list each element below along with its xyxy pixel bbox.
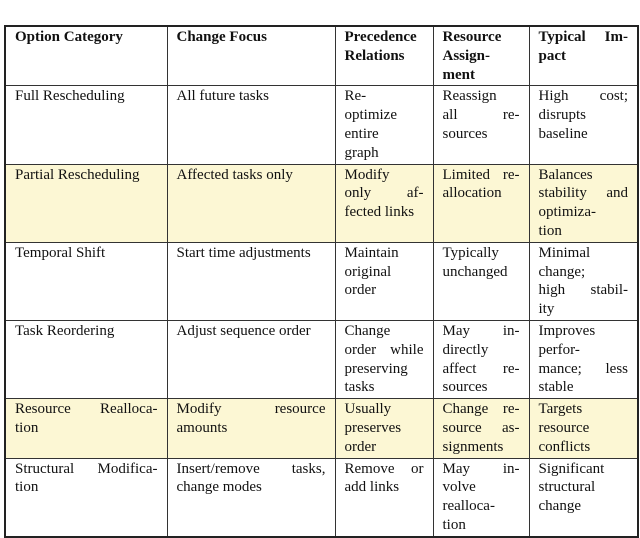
cell-line: all re- [442, 107, 520, 124]
header-typical-impact [529, 26, 638, 86]
cell-typical-impact [529, 399, 638, 458]
cell-typical-impact [529, 164, 638, 242]
table-row [5, 320, 638, 398]
cell-line: Adjust sequence order [176, 322, 311, 339]
cell-line: signments [442, 438, 504, 455]
cell-change-focus [167, 458, 335, 537]
cell-line: Typical Im- [538, 29, 628, 45]
cell-line: tion [15, 419, 39, 436]
cell-line: Change [344, 322, 391, 339]
cell-line: Minimal [538, 244, 591, 261]
cell-typical-impact [529, 86, 638, 164]
cell-precedence-relations [335, 86, 433, 164]
cell-line: baseline [538, 125, 588, 142]
cell-line: preserves [344, 419, 402, 436]
cell-precedence-relations [335, 164, 433, 242]
cell-line: order [344, 282, 377, 299]
cell-line: tasks [344, 379, 375, 396]
cell-change-focus [167, 242, 335, 320]
cell-line: only af- [344, 185, 424, 202]
cell-line: Task Reordering [15, 322, 115, 339]
cell-line: Structural Modifica- [15, 460, 158, 477]
cell-line: Modify resource [176, 401, 326, 418]
cell-line: Change re- [442, 401, 520, 418]
cell-line: perfor- [538, 341, 580, 358]
cell-typical-impact [529, 320, 638, 398]
cell-line: Precedence [344, 29, 417, 45]
cell-line: fected links [344, 204, 415, 221]
cell-line: high stabil- [538, 282, 628, 299]
cell-line: Improves [538, 322, 596, 339]
cell-line: Resource [442, 29, 502, 45]
cell-resource-assignment [433, 242, 529, 320]
cell-line: Full Rescheduling [15, 88, 125, 105]
cell-line: Start time adjustments [176, 244, 311, 261]
cell-line: ment [442, 66, 475, 83]
cell-line: Modify [344, 166, 390, 183]
cell-typical-impact [529, 242, 638, 320]
cell-line: Usually [344, 401, 392, 418]
cell-line: disrupts [538, 107, 587, 124]
cell-option-category [5, 320, 167, 398]
cell-option-category [5, 458, 167, 537]
cell-resource-assignment [433, 320, 529, 398]
cell-line: sources [442, 125, 488, 142]
cell-typical-impact [529, 458, 638, 537]
cell-line: Significant [538, 460, 605, 477]
cell-line: Re- [344, 88, 367, 105]
cell-line: source as- [442, 419, 520, 436]
cell-option-category [5, 86, 167, 164]
cell-resource-assignment [433, 164, 529, 242]
cell-precedence-relations [335, 320, 433, 398]
cell-resource-assignment [433, 458, 529, 537]
cell-line: May in- [442, 322, 520, 339]
cell-line: directly [442, 341, 489, 358]
cell-line: Insert/remove tasks, [176, 460, 326, 477]
cell-line: entire [344, 125, 379, 142]
cell-change-focus [167, 86, 335, 164]
cell-line: sources [442, 379, 488, 396]
cell-line: Assign- [442, 47, 491, 64]
header-precedence-relations [335, 26, 433, 86]
table-row [5, 164, 638, 242]
cell-line: resource [538, 419, 590, 436]
cell-option-category [5, 242, 167, 320]
cell-option-category [5, 164, 167, 242]
cell-line: Balances [538, 166, 593, 183]
cell-change-focus [167, 320, 335, 398]
cell-line: Limited re- [442, 166, 520, 183]
cell-line: Resource Realloca- [15, 401, 158, 418]
cell-line: conflicts [538, 438, 591, 455]
cell-line: tion [15, 479, 39, 496]
cell-line: add links [344, 479, 400, 496]
cell-line: unchanged [442, 263, 508, 280]
cell-line: change; [538, 263, 586, 280]
cell-resource-assignment [433, 86, 529, 164]
cell-line: tion [538, 222, 562, 239]
cell-line: mance; less [538, 360, 628, 377]
cell-line: change modes [176, 479, 262, 496]
cell-line: optimiza- [538, 204, 596, 221]
cell-line: stability and [538, 185, 628, 202]
cell-line: Maintain [344, 244, 399, 261]
header-resource-assignment [433, 26, 529, 86]
cell-line: All future tasks [176, 88, 269, 105]
table-row [5, 399, 638, 458]
cell-line: High cost; [538, 88, 628, 105]
table-row [5, 86, 638, 164]
header-option-category [5, 26, 167, 86]
cell-line: May in- [442, 460, 520, 477]
cell-line: order while [344, 341, 424, 358]
cell-line: affect re- [442, 360, 520, 377]
cell-precedence-relations [335, 242, 433, 320]
cell-line: Temporal Shift [15, 244, 106, 261]
cell-line: Affected tasks only [176, 166, 293, 183]
cell-line: volve [442, 479, 476, 496]
cell-precedence-relations [335, 458, 433, 537]
table-row [5, 242, 638, 320]
rescheduling-options-table [4, 25, 639, 538]
cell-line: order [344, 438, 377, 455]
cell-line: graph [344, 144, 379, 161]
table-header-row [5, 26, 638, 86]
cell-change-focus [167, 399, 335, 458]
cell-line: Change Focus [176, 29, 267, 45]
cell-line: optimize [344, 107, 397, 124]
cell-line: structural [538, 479, 596, 496]
cell-line: amounts [176, 419, 228, 436]
cell-line: tion [442, 516, 466, 533]
table-row [5, 458, 638, 537]
cell-resource-assignment [433, 399, 529, 458]
cell-line: allocation [442, 185, 502, 202]
cell-line: Reassign [442, 88, 497, 105]
cell-line: pact [538, 47, 566, 64]
cell-precedence-relations [335, 399, 433, 458]
header-change-focus [167, 26, 335, 86]
cell-line: realloca- [442, 498, 495, 515]
cell-line: preserving [344, 360, 408, 377]
cell-line: change [538, 498, 581, 515]
cell-line: ity [538, 301, 555, 318]
cell-line: Option Category [15, 29, 123, 45]
cell-line: Partial Rescheduling [15, 166, 140, 183]
cell-line: Targets [538, 401, 583, 418]
cell-line: Relations [344, 47, 405, 64]
cell-line: stable [538, 379, 574, 396]
cell-line: Typically [442, 244, 499, 261]
cell-change-focus [167, 164, 335, 242]
cell-line: original [344, 263, 392, 280]
cell-option-category [5, 399, 167, 458]
cell-line: Remove or [344, 460, 424, 477]
